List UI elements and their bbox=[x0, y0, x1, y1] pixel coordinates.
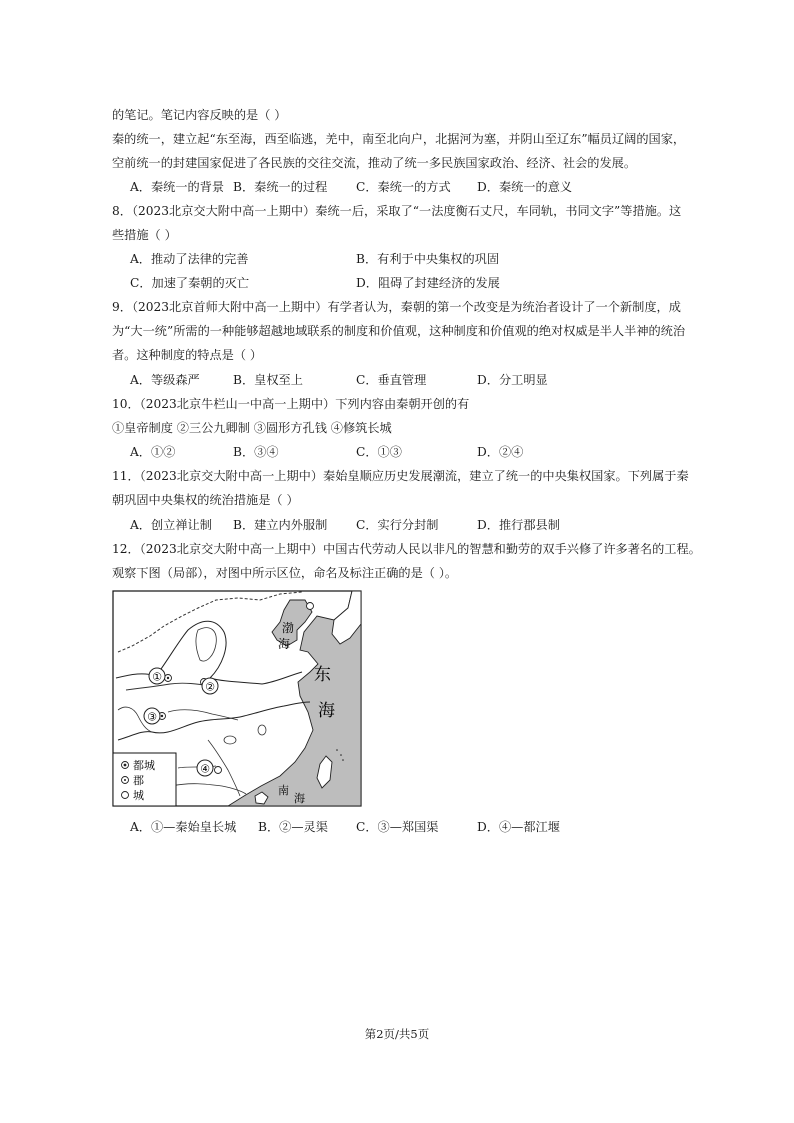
q12-stem-line-1: 12．（2023北京交大附中高一上期中）中国古代劳动人民以非凡的智慧和勤劳的双手兴修了许多著名的工程。 bbox=[112, 542, 701, 556]
marker-2 bbox=[202, 678, 218, 694]
q11-option-d[interactable]: D．推行郡县制 bbox=[477, 518, 560, 532]
map-legend bbox=[113, 753, 176, 806]
q10-items: ①皇帝制度 ②三公九卿制 ③圆形方孔钱 ④修筑长城 bbox=[112, 421, 392, 435]
q8-option-b[interactable]: B．有利于中央集权的巩固 bbox=[356, 252, 500, 266]
q11-option-c[interactable]: C．实行分封制 bbox=[356, 518, 439, 532]
q7-stem-tail: 的笔记。笔记内容反映的是（ ） bbox=[112, 108, 287, 122]
capital-marker-core bbox=[167, 677, 169, 679]
q9-option-b[interactable]: B．皇权至上 bbox=[233, 373, 303, 387]
q9-option-a[interactable]: A．等级森严 bbox=[130, 373, 200, 387]
q7-note-line-2: 空前统一的封建国家促进了各民族的交往交流，推动了统一多民族国家政治、经济、社会的发展。 bbox=[112, 156, 637, 170]
marker-4 bbox=[197, 760, 213, 776]
q10-option-a[interactable]: A．①② bbox=[130, 445, 176, 459]
q7-note-line-1: 秦的统一，建立起“东至海，西至临逃，羌中，南至北向户，北据河为塞，并阴山至辽东”幅员辽阔的国家， bbox=[112, 132, 686, 146]
island-dot bbox=[340, 754, 342, 756]
q9-stem-line-2: 为“大一统”所需的一种能够超越地域联系的制度和价值观，这种制度和价值观的绝对权威是半人半神的统治 bbox=[112, 324, 686, 338]
city-marker bbox=[215, 767, 222, 774]
q8-option-c[interactable]: C．加速了秦朝的灭亡 bbox=[130, 276, 250, 290]
qin-engineering-map bbox=[112, 590, 362, 807]
q9-option-c[interactable]: C．垂直管理 bbox=[356, 373, 427, 387]
q8-option-a[interactable]: A．推动了法律的完善 bbox=[130, 252, 249, 266]
island-dot bbox=[336, 749, 338, 751]
q11-option-a[interactable]: A．创立禅让制 bbox=[130, 518, 212, 532]
q10-option-d[interactable]: D．②④ bbox=[477, 445, 524, 459]
svg-text:①: ① bbox=[152, 670, 162, 684]
q12-stem-line-2: 观察下图（局部），对图中所示区位，命名及标注正确的是（ ）。 bbox=[112, 566, 458, 580]
island-dot bbox=[342, 759, 344, 761]
svg-text:②: ② bbox=[205, 680, 215, 694]
q12-option-b[interactable]: B．②—灵渠 bbox=[258, 820, 328, 834]
sea-label-east-2: 海 bbox=[318, 701, 335, 721]
q12-option-a[interactable]: A．①—秦始皇长城 bbox=[130, 820, 237, 834]
q7-option-b[interactable]: B．秦统一的过程 bbox=[233, 180, 328, 194]
q9-stem-line-1: 9．（2023北京首师大附中高一上期中）有学者认为，秦朝的第一个改变是为统治者设计了一个新制度，成 bbox=[112, 300, 681, 314]
poyang-lake bbox=[258, 725, 266, 735]
legend-city-label: 城 bbox=[133, 789, 144, 802]
q7-option-a[interactable]: A．秦统一的背景 bbox=[130, 180, 225, 194]
legend-city-symbol bbox=[122, 792, 129, 799]
city-marker bbox=[307, 603, 314, 610]
q11-option-b[interactable]: B．建立内外服制 bbox=[233, 518, 328, 532]
svg-text:④: ④ bbox=[200, 762, 210, 776]
q7-option-d[interactable]: D．秦统一的意义 bbox=[477, 180, 573, 194]
svg-text:③: ③ bbox=[147, 710, 157, 724]
marker-1 bbox=[149, 668, 165, 684]
sea-label-south-2: 海 bbox=[294, 792, 305, 805]
marker-3 bbox=[144, 708, 160, 724]
q9-stem-line-3: 者。这种制度的特点是（ ） bbox=[112, 348, 263, 362]
q11-stem-line-2: 朝巩固中央集权的统治措施是（ ） bbox=[112, 493, 299, 507]
page-footer: 第2页/共5页 bbox=[364, 1027, 430, 1041]
legend-capital-label: 都城 bbox=[133, 759, 155, 772]
q11-stem-line-1: 11．（2023北京交大附中高一上期中）秦始皇顺应历史发展潮流，建立了统一的中央集权国家。下列属于秦 bbox=[112, 469, 689, 483]
map-svg bbox=[112, 590, 362, 807]
q12-option-c[interactable]: C．③—郑国渠 bbox=[356, 820, 439, 834]
sea-label-bohai-1: 渤 bbox=[282, 621, 295, 635]
city-marker-core bbox=[161, 715, 163, 717]
dongting-lake bbox=[224, 736, 236, 744]
q10-stem-line-1: 10．（2023北京牛栏山一中高一上期中）下列内容由秦朝开创的有 bbox=[112, 397, 470, 411]
sea-label-bohai-2: 海 bbox=[278, 637, 291, 651]
q10-option-b[interactable]: B．③④ bbox=[233, 445, 279, 459]
q7-option-c[interactable]: C．秦统一的方式 bbox=[356, 180, 451, 194]
sea-label-east-1: 东 bbox=[314, 665, 331, 685]
q12-option-d[interactable]: D．④—都江堰 bbox=[477, 820, 560, 834]
q8-stem-line-2: 些措施（ ） bbox=[112, 228, 177, 242]
q8-option-d[interactable]: D．阻碍了封建经济的发展 bbox=[356, 276, 500, 290]
q10-option-c[interactable]: C．①③ bbox=[356, 445, 402, 459]
sea-label-south-1: 南 bbox=[278, 784, 289, 797]
q8-stem-line-1: 8．（2023北京交大附中高一上期中）秦统一后，采取了“一法度衡石丈尺，车同轨，书同文字”等措施。这 bbox=[112, 204, 682, 218]
q9-option-d[interactable]: D．分工明显 bbox=[477, 373, 548, 387]
legend-prefecture-label: 郡 bbox=[133, 774, 144, 787]
